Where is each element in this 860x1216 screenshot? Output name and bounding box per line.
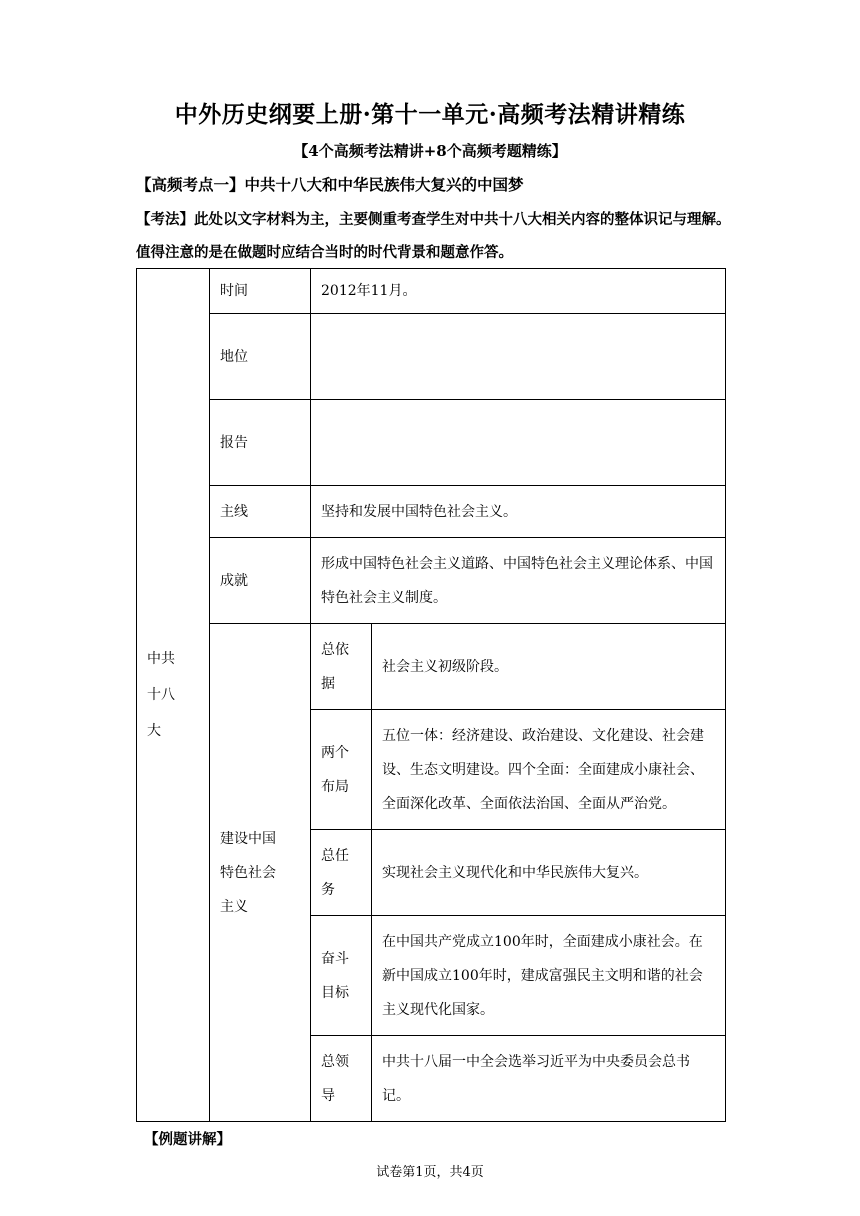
- row-label: 时间: [210, 269, 311, 314]
- sub-row-label: 奋斗目标: [311, 916, 372, 1036]
- summary-table: [136, 268, 726, 1122]
- row-value: 坚持和发展中国特色社会主义。: [311, 486, 726, 538]
- table-row: [137, 624, 726, 710]
- row-label: 报告: [210, 400, 311, 486]
- table-row: [137, 269, 726, 314]
- row-label: 地位: [210, 314, 311, 400]
- method-text: 【考法】此处以文字材料为主，主要侧重考查学生对中共十八大相关内容的整体识记与理解。值得注意的是在做题时应结合当时的时代背景和题意作答。: [136, 211, 731, 261]
- row-value: 形成中国特色社会主义道路、中国特色社会主义理论体系、中国特色社会主义制度。: [311, 538, 726, 624]
- table-row: [137, 538, 726, 624]
- point-heading: 【高频考点一】中共十八大和中华民族伟大复兴的中国梦: [136, 175, 524, 194]
- row-value: [311, 400, 726, 486]
- group-label: 中共十八大: [147, 651, 175, 739]
- page-footer: 试卷第1页，共4页: [376, 1165, 484, 1180]
- sub-row-value: 实现社会主义现代化和中华民族伟大复兴。: [372, 830, 726, 916]
- row-label: 主线: [210, 486, 311, 538]
- table-row: [137, 400, 726, 486]
- table-row: [137, 486, 726, 538]
- sub-row-label: 两个布局: [311, 710, 372, 830]
- row-value: [311, 314, 726, 400]
- page-title: 中外历史纲要上册·第十一单元·高频考法精讲精练: [174, 101, 686, 128]
- sub-row-value: 五位一体：经济建设、政治建设、文化建设、社会建设、生态文明建设。四个全面：全面建成小康社会、全面深化改革、全面依法治国、全面从严治党。: [372, 710, 726, 830]
- row-label: 成就: [210, 538, 311, 624]
- sub-row-value: 社会主义初级阶段。: [372, 624, 726, 710]
- sub-group-label: 建设中国特色社会主义: [220, 830, 276, 915]
- sub-row-label: 总依据: [311, 624, 372, 710]
- row-value: 2012年11月。: [311, 269, 726, 314]
- sub-row-value: 在中国共产党成立100年时，全面建成小康社会。在新中国成立100年时，建成富强民主文明和谐的社会主义现代化国家。: [372, 916, 726, 1036]
- sub-group-label-cell: [210, 624, 311, 1122]
- table-row: [137, 314, 726, 400]
- group-label-cell: [137, 269, 210, 1122]
- sub-row-value: 中共十八届一中全会选举习近平为中央委员会总书记。: [372, 1036, 726, 1122]
- page-subtitle: 【4个高频考法精讲+8个高频考题精练】: [293, 142, 567, 160]
- sub-row-label: 总领导: [311, 1036, 372, 1122]
- sub-row-label: 总任务: [311, 830, 372, 916]
- example-heading: 【例题讲解】: [144, 1131, 231, 1148]
